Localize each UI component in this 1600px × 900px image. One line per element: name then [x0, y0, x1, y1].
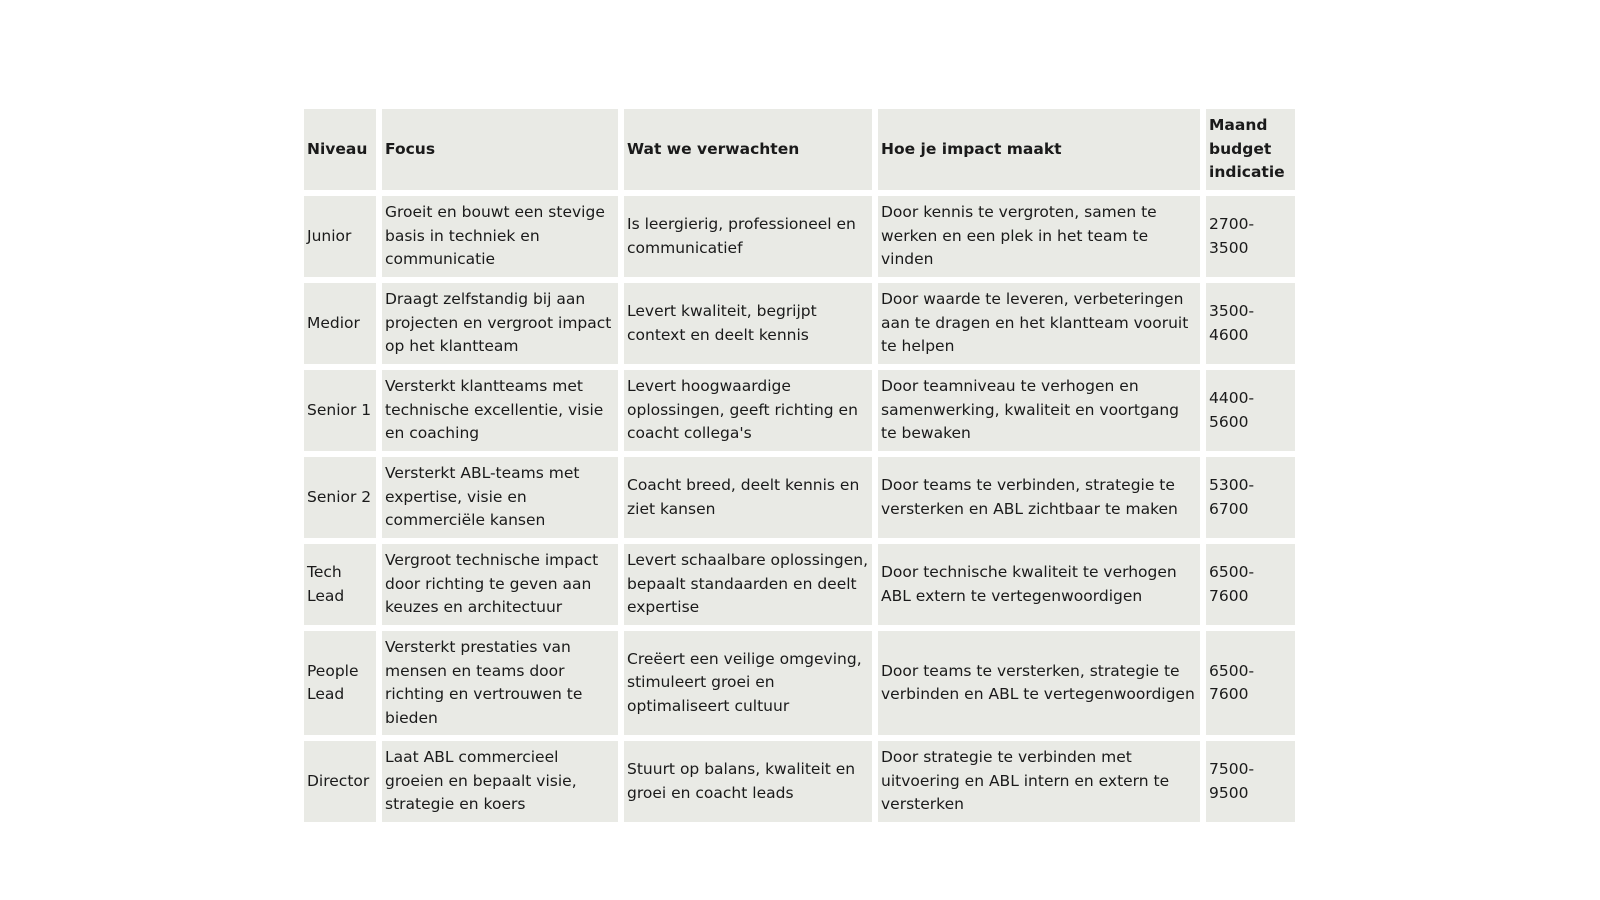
table-row	[304, 631, 1295, 735]
cell-budget: 7500-9500	[1206, 741, 1295, 822]
cell-budget: 5300-6700	[1206, 457, 1295, 538]
cell-focus: Versterkt ABL-teams met expertise, visie en commerciële kansen	[382, 457, 618, 538]
career-levels-table	[298, 103, 1301, 828]
header-niveau: Niveau	[304, 109, 376, 190]
cell-impact: Door technische kwaliteit te verhogen ABL extern te vertegenwoordigen	[878, 544, 1200, 625]
header-verwachten: Wat we verwachten	[624, 109, 872, 190]
cell-verwachten: Is leergierig, professioneel en communicatief	[624, 196, 872, 277]
header-impact: Hoe je impact maakt	[878, 109, 1200, 190]
cell-niveau: People Lead	[304, 631, 376, 735]
cell-budget: 4400-5600	[1206, 370, 1295, 451]
cell-niveau: Tech Lead	[304, 544, 376, 625]
table-row	[304, 283, 1295, 364]
cell-budget: 6500-7600	[1206, 544, 1295, 625]
cell-impact: Door strategie te verbinden met uitvoering en ABL intern en extern te versterken	[878, 741, 1200, 822]
cell-focus: Laat ABL commercieel groeien en bepaalt visie, strategie en koers	[382, 741, 618, 822]
table-row	[304, 544, 1295, 625]
header-budget: Maand budget indicatie	[1206, 109, 1295, 190]
table-header	[304, 109, 1295, 190]
career-levels-table-container	[304, 109, 1295, 822]
table-row	[304, 741, 1295, 822]
header-row	[304, 109, 1295, 190]
cell-focus: Groeit en bouwt een stevige basis in techniek en communicatie	[382, 196, 618, 277]
cell-niveau: Medior	[304, 283, 376, 364]
cell-impact: Door teams te verbinden, strategie te versterken en ABL zichtbaar te maken	[878, 457, 1200, 538]
cell-niveau: Senior 2	[304, 457, 376, 538]
cell-niveau: Senior 1	[304, 370, 376, 451]
table-body	[304, 196, 1295, 822]
cell-budget: 3500-4600	[1206, 283, 1295, 364]
cell-impact: Door teamniveau te verhogen en samenwerking, kwaliteit en voortgang te bewaken	[878, 370, 1200, 451]
cell-verwachten: Stuurt op balans, kwaliteit en groei en coacht leads	[624, 741, 872, 822]
table-row	[304, 370, 1295, 451]
cell-focus: Versterkt klantteams met technische excellentie, visie en coaching	[382, 370, 618, 451]
cell-impact: Door teams te versterken, strategie te verbinden en ABL te vertegenwoordigen	[878, 631, 1200, 735]
cell-niveau: Junior	[304, 196, 376, 277]
cell-niveau: Director	[304, 741, 376, 822]
cell-verwachten: Coacht breed, deelt kennis en ziet kansen	[624, 457, 872, 538]
cell-budget: 6500-7600	[1206, 631, 1295, 735]
cell-focus: Vergroot technische impact door richting te geven aan keuzes en architectuur	[382, 544, 618, 625]
cell-impact: Door waarde te leveren, verbeteringen aan te dragen en het klantteam vooruit te helpen	[878, 283, 1200, 364]
cell-focus: Versterkt prestaties van mensen en teams door richting en vertrouwen te bieden	[382, 631, 618, 735]
cell-verwachten: Levert hoogwaardige oplossingen, geeft richting en coacht collega's	[624, 370, 872, 451]
cell-verwachten: Levert kwaliteit, begrijpt context en deelt kennis	[624, 283, 872, 364]
cell-focus: Draagt zelfstandig bij aan projecten en vergroot impact op het klantteam	[382, 283, 618, 364]
header-focus: Focus	[382, 109, 618, 190]
cell-budget: 2700-3500	[1206, 196, 1295, 277]
table-row	[304, 196, 1295, 277]
table-row	[304, 457, 1295, 538]
cell-verwachten: Creëert een veilige omgeving, stimuleert groei en optimaliseert cultuur	[624, 631, 872, 735]
cell-verwachten: Levert schaalbare oplossingen, bepaalt standaarden en deelt expertise	[624, 544, 872, 625]
cell-impact: Door kennis te vergroten, samen te werken en een plek in het team te vinden	[878, 196, 1200, 277]
